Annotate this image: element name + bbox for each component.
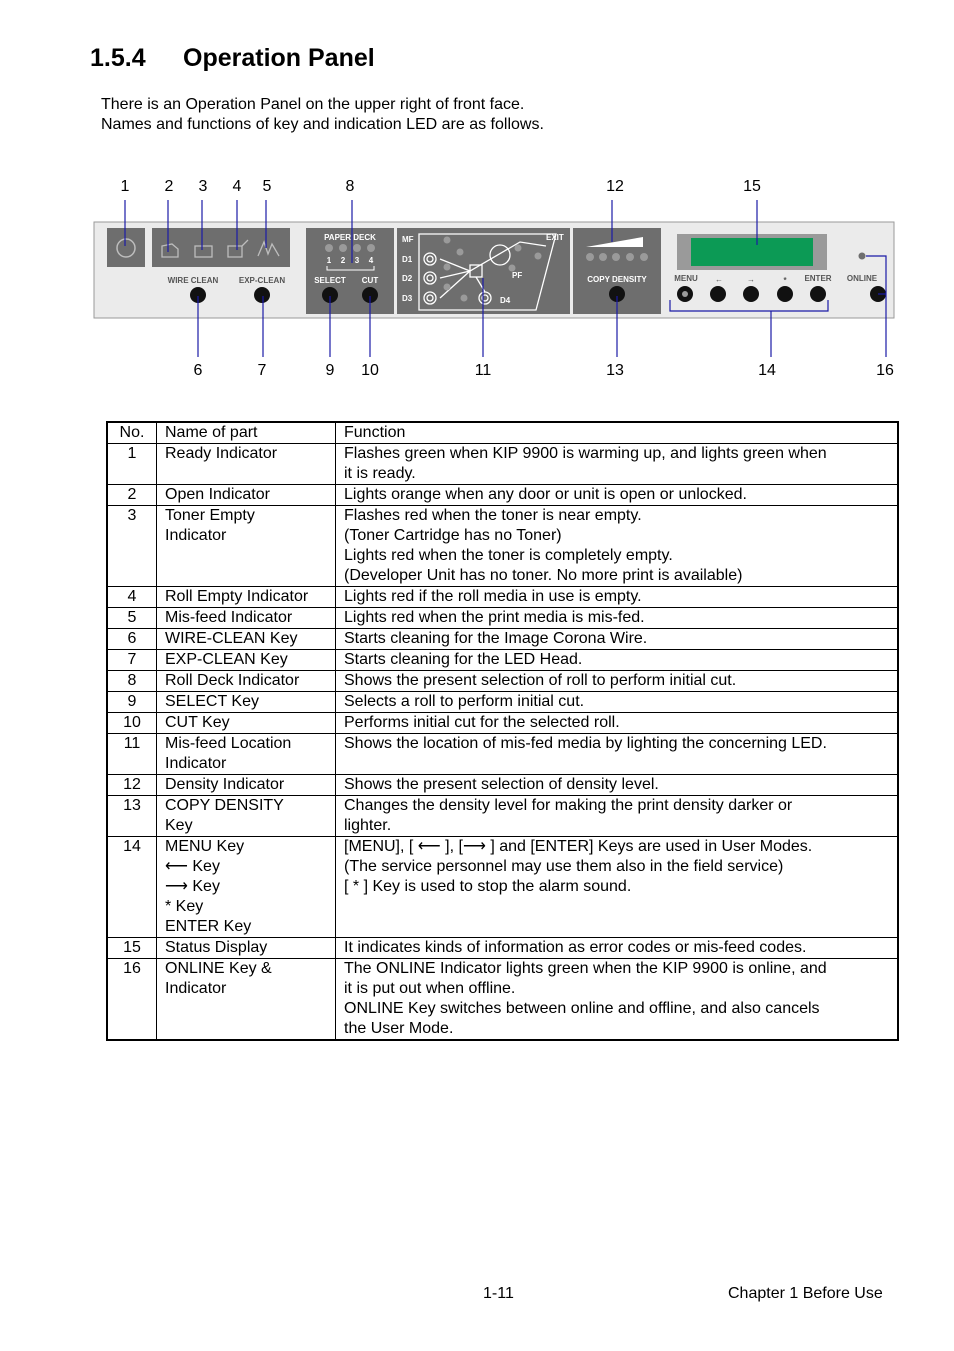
part-name-line: WIRE-CLEAN Key [165, 630, 298, 647]
part-number: 15 [107, 938, 157, 959]
part-name [157, 796, 336, 837]
part-name-line: EXP-CLEAN Key [165, 651, 288, 668]
part-function [336, 775, 899, 796]
ready-indicator-block [107, 228, 145, 267]
table-row [107, 959, 898, 1041]
table-row [107, 671, 898, 692]
part-function-line: It indicates kinds of information as error codes or mis-feed codes. [344, 939, 807, 956]
mf-label: MF [402, 235, 414, 244]
table-row [107, 506, 898, 587]
deck-led-2 [339, 244, 347, 252]
deck-num-2: 2 [340, 256, 346, 265]
part-name [157, 671, 336, 692]
callout-13: 13 [606, 362, 624, 379]
part-function-line: Starts cleaning for the Image Corona Wire. [344, 630, 648, 647]
left-arrow-key[interactable] [710, 286, 726, 302]
wire-clean-label: WIRE CLEAN [167, 276, 219, 285]
callout-14: 14 [758, 362, 776, 379]
callout-5: 5 [262, 178, 272, 195]
part-name-line: Open Indicator [165, 486, 270, 503]
callout-10: 10 [361, 362, 379, 379]
part-function-line: ONLINE Key switches between online and offline, and also cancels [344, 1000, 820, 1017]
part-function-line: (The service personnel may use them also in the field service) [344, 858, 784, 875]
section-title: Operation Panel [183, 44, 375, 72]
part-name-line: * Key [165, 898, 204, 915]
callout-4: 4 [232, 178, 242, 195]
part-name-line: Density Indicator [165, 776, 285, 793]
paper-deck-label: PAPER DECK [324, 233, 376, 242]
table-row [107, 629, 898, 650]
star-key[interactable] [777, 286, 793, 302]
part-function-line: Shows the present selection of density level. [344, 776, 659, 793]
online-label: ONLINE [846, 274, 878, 283]
part-name-line: Key [165, 817, 193, 834]
d4-label: D4 [500, 296, 511, 305]
table-row [107, 587, 898, 608]
callout-8: 8 [345, 178, 355, 195]
part-name [157, 587, 336, 608]
callout-15: 15 [743, 178, 761, 195]
part-function-line: Lights orange when any door or unit is open or unlocked. [344, 486, 747, 503]
table-row [107, 650, 898, 671]
deck-led-1 [325, 244, 333, 252]
part-name [157, 444, 336, 485]
pf-label: PF [512, 271, 523, 280]
part-function [336, 485, 899, 506]
right-arrow-key[interactable] [743, 286, 759, 302]
deck-num-3: 3 [354, 256, 360, 265]
part-name [157, 629, 336, 650]
part-name-line: ONLINE Key & [165, 960, 272, 977]
part-name-line: Ready Indicator [165, 445, 278, 462]
part-name [157, 734, 336, 775]
d2-label: D2 [402, 274, 413, 283]
part-name-line: Roll Empty Indicator [165, 588, 309, 605]
part-function-line: [ * ] Key is used to stop the alarm sound. [344, 878, 632, 895]
status-display [691, 238, 813, 266]
star-label: * [783, 276, 787, 285]
deck-led-4 [367, 244, 375, 252]
part-name-line: MENU Key [165, 838, 245, 855]
part-function-line: Lights red when the toner is completely empty. [344, 547, 673, 564]
d1-label: D1 [402, 255, 413, 264]
part-function [336, 629, 899, 650]
deck-num-1: 1 [326, 256, 332, 265]
part-name-line: Indicator [165, 527, 227, 544]
callout-12: 12 [606, 178, 624, 195]
table-row [107, 938, 898, 959]
part-number: 7 [107, 650, 157, 671]
part-name-line: SELECT Key [165, 693, 259, 710]
page-number: 1-11 [483, 1285, 514, 1302]
callout-16: 16 [876, 362, 894, 379]
part-number: 3 [107, 506, 157, 587]
part-name [157, 959, 336, 1041]
part-function-line: Selects a roll to perform initial cut. [344, 693, 585, 710]
header-name: Name of part [157, 422, 336, 444]
part-name [157, 938, 336, 959]
intro-paragraph [101, 95, 544, 135]
deck-num-4: 4 [368, 256, 374, 265]
part-number: 4 [107, 587, 157, 608]
part-name-line: Toner Empty [165, 507, 255, 524]
part-function [336, 959, 899, 1041]
part-number: 2 [107, 485, 157, 506]
part-name-line: Indicator [165, 980, 227, 997]
part-number: 13 [107, 796, 157, 837]
part-function-line: Flashes red when the toner is near empty. [344, 507, 642, 524]
table-row [107, 796, 898, 837]
part-function [336, 650, 899, 671]
part-function [336, 608, 899, 629]
callout-9: 9 [325, 362, 335, 379]
part-function [336, 587, 899, 608]
part-name [157, 775, 336, 796]
part-name-line: ⟵ Key [165, 858, 220, 875]
part-function-line: Shows the present selection of roll to perform initial cut. [344, 672, 737, 689]
table-row [107, 608, 898, 629]
part-function-line: Flashes green when KIP 9900 is warming up, and lights green when [344, 445, 827, 462]
part-function-line: (Toner Cartridge has no Toner) [344, 527, 562, 544]
part-name [157, 692, 336, 713]
part-function-line: (Developer Unit has no toner. No more print is available) [344, 567, 743, 584]
part-name-line: COPY DENSITY [165, 797, 284, 814]
menu-label: MENU [674, 274, 698, 283]
right-arrow-label: → [747, 275, 755, 284]
part-name-line: Indicator [165, 755, 227, 772]
exp-clean-key[interactable] [254, 287, 270, 303]
chapter-footer: Chapter 1 Before Use [728, 1285, 883, 1302]
part-function [336, 444, 899, 485]
table-row [107, 837, 898, 938]
enter-key[interactable] [810, 286, 826, 302]
exit-label: EXIT [546, 233, 564, 242]
part-function [336, 837, 899, 938]
part-name [157, 506, 336, 587]
part-function-line: Performs initial cut for the selected roll. [344, 714, 620, 731]
callout-11: 11 [474, 362, 492, 379]
table-row [107, 444, 898, 485]
section-number: 1.5.4 [90, 44, 146, 72]
part-function-line: lighter. [344, 817, 392, 834]
callout-3: 3 [198, 178, 208, 195]
table-row [107, 485, 898, 506]
part-name [157, 608, 336, 629]
part-function-line: it is put out when offline. [344, 980, 516, 997]
part-function-line: Starts cleaning for the LED Head. [344, 651, 583, 668]
cut-label: CUT [361, 276, 379, 285]
part-function-line: The ONLINE Indicator lights green when the KIP 9900 is online, and [344, 960, 827, 977]
part-number: 8 [107, 671, 157, 692]
part-name-line: Mis-feed Location [165, 735, 292, 752]
part-number: 10 [107, 713, 157, 734]
table-row [107, 713, 898, 734]
part-function-line: Lights red if the roll media in use is empty. [344, 588, 642, 605]
indicator-strip [152, 228, 290, 267]
part-function-line: it is ready. [344, 465, 416, 482]
table-row [107, 775, 898, 796]
part-function-line: the User Mode. [344, 1020, 454, 1037]
part-name-line: ENTER Key [165, 918, 252, 935]
table-header-row [107, 422, 898, 444]
part-function-line: Shows the location of mis-fed media by lighting the concerning LED. [344, 735, 827, 752]
callout-1: 1 [120, 178, 130, 195]
callout-7: 7 [257, 362, 267, 379]
part-function [336, 506, 899, 587]
intro-line: Names and functions of key and indication LED are as follows. [101, 116, 544, 133]
part-number: 12 [107, 775, 157, 796]
part-function [336, 796, 899, 837]
header-function: Function [336, 422, 899, 444]
callout-6: 6 [193, 362, 203, 379]
copy-density-label: COPY DENSITY [587, 275, 647, 284]
part-function [336, 938, 899, 959]
section-heading [90, 44, 375, 73]
parts-table [106, 421, 899, 1041]
table-row [107, 692, 898, 713]
part-function-line: Lights red when the print media is mis-fed. [344, 609, 645, 626]
callout-2: 2 [164, 178, 174, 195]
part-function [336, 713, 899, 734]
part-number: 11 [107, 734, 157, 775]
part-name-line: Roll Deck Indicator [165, 672, 300, 689]
deck-led-3 [353, 244, 361, 252]
part-number: 14 [107, 837, 157, 938]
part-name-line: Mis-feed Indicator [165, 609, 293, 626]
d3-label: D3 [402, 294, 413, 303]
exp-clean-label: EXP-CLEAN [238, 276, 286, 285]
part-number: 16 [107, 959, 157, 1041]
operation-panel-diagram [0, 160, 954, 390]
part-name [157, 485, 336, 506]
table-row [107, 734, 898, 775]
part-name [157, 650, 336, 671]
part-name [157, 837, 336, 938]
part-name [157, 713, 336, 734]
part-function [336, 671, 899, 692]
part-function-line: [MENU], [ ⟵ ], [⟶ ] and [ENTER] Keys are used in User Modes. [344, 838, 813, 855]
part-number: 1 [107, 444, 157, 485]
part-number: 9 [107, 692, 157, 713]
online-indicator [859, 253, 866, 260]
part-function [336, 734, 899, 775]
part-function [336, 692, 899, 713]
select-label: SELECT [314, 276, 346, 285]
part-name-line: CUT Key [165, 714, 230, 731]
left-arrow-label: ← [715, 275, 723, 284]
enter-label: ENTER [804, 274, 832, 283]
header-no: No. [107, 422, 157, 444]
part-function-line: Changes the density level for making the print density darker or [344, 797, 793, 814]
part-number: 5 [107, 608, 157, 629]
part-name-line: Status Display [165, 939, 268, 956]
intro-line: There is an Operation Panel on the upper right of front face. [101, 96, 525, 113]
part-name-line: ⟶ Key [165, 878, 220, 895]
part-number: 6 [107, 629, 157, 650]
